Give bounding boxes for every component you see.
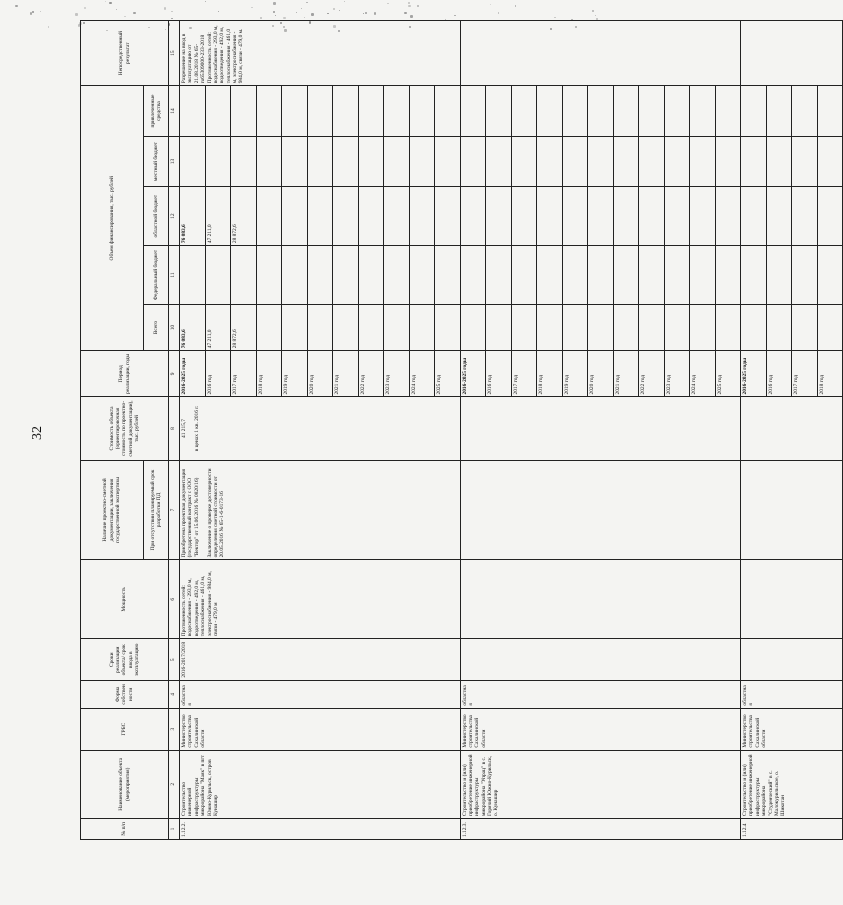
financing-table	[80, 20, 843, 840]
scan-speck	[84, 7, 86, 9]
fin-local	[180, 136, 206, 186]
scan-speck	[171, 18, 172, 19]
fin-attracted	[435, 86, 461, 137]
scan-speck	[124, 16, 126, 18]
fin-local	[282, 136, 308, 186]
fin-attracted	[817, 86, 843, 137]
header-cost: Стоимость объекта (ориентировочная стоимость по проектно-сметной документации), тыс. рублей	[81, 397, 169, 460]
object-cost: 41 215,7 в ценах 1 кв. 2016 г.	[180, 397, 461, 460]
scan-speck	[105, 1, 106, 2]
fin-total	[409, 304, 435, 350]
fin-regional	[690, 187, 716, 246]
column-number: 6	[169, 560, 180, 639]
fin-attracted	[333, 86, 359, 137]
fin-federal	[205, 246, 231, 305]
fin-federal	[715, 246, 741, 305]
row-number: 1.12.3.	[460, 818, 741, 839]
fin-total	[792, 304, 818, 350]
fin-total	[333, 304, 359, 350]
page-number: 32	[30, 426, 45, 440]
header-period: Период реализации, годы	[81, 351, 169, 397]
period-year: 2020 год	[307, 351, 333, 397]
column-number: 5	[169, 639, 180, 681]
fin-federal	[358, 246, 384, 305]
period-year: 2021 год	[613, 351, 639, 397]
scan-speck	[592, 10, 594, 12]
scan-speck	[306, 2, 308, 4]
period-year: 2018 год	[256, 351, 282, 397]
fin-total	[664, 304, 690, 350]
fin-attracted	[205, 86, 231, 137]
fin-federal	[409, 246, 435, 305]
fin-regional	[639, 187, 665, 246]
object-cost	[460, 397, 741, 460]
scan-speck	[311, 13, 314, 16]
fin-total: 76 083,6	[180, 304, 206, 350]
fin-federal	[792, 246, 818, 305]
header-attracted: привлеченные средства	[144, 86, 169, 137]
object-name: Строительство и (или) приобретение инженерной инфраструктуры микрорайона "Упрац" в с. Горячий Южно-Курильск, о. Кунашир	[460, 750, 741, 818]
scan-speck	[15, 5, 17, 7]
scan-speck	[515, 5, 517, 7]
fin-total	[511, 304, 537, 350]
fin-total	[486, 304, 512, 350]
fin-regional	[409, 187, 435, 246]
fin-regional	[715, 187, 741, 246]
period-year: 2016-2025 годы	[180, 351, 206, 397]
fin-local	[562, 136, 588, 186]
capacity	[460, 560, 741, 639]
scan-speck	[116, 9, 117, 10]
column-number: 1	[169, 818, 180, 839]
fin-federal	[588, 246, 614, 305]
header-capacity: Мощность	[81, 560, 169, 639]
implementation-terms	[741, 639, 843, 681]
implementation-terms	[460, 639, 741, 681]
period-year: 2025 год	[435, 351, 461, 397]
fin-regional	[766, 187, 792, 246]
scan-speck	[408, 5, 410, 7]
fin-federal	[562, 246, 588, 305]
design-documentation	[741, 460, 843, 560]
fin-attracted	[766, 86, 792, 137]
fin-regional: 28 872,6	[231, 187, 257, 246]
fin-regional	[613, 187, 639, 246]
column-number: 13	[169, 136, 180, 186]
fin-local	[486, 136, 512, 186]
period-year: 2019 год	[282, 351, 308, 397]
table-row	[741, 21, 767, 840]
period-year: 2018 год	[817, 351, 843, 397]
scan-speck	[301, 8, 303, 10]
period-year: 2019 год	[562, 351, 588, 397]
fin-federal	[435, 246, 461, 305]
fin-attracted	[588, 86, 614, 137]
scan-speck	[133, 12, 135, 14]
period-year: 2024 год	[409, 351, 435, 397]
scan-speck	[304, 17, 305, 18]
fin-attracted	[613, 86, 639, 137]
fin-total	[639, 304, 665, 350]
scan-speck	[275, 15, 276, 16]
header-regional: областной бюджет	[144, 187, 169, 246]
fin-total	[282, 304, 308, 350]
fin-regional	[511, 187, 537, 246]
row-number: 1.12.4	[741, 818, 843, 839]
header-no: № п/п	[81, 818, 169, 839]
period-year: 2024 год	[690, 351, 716, 397]
period-year: 2017 год	[231, 351, 257, 397]
ownership-form: областная	[741, 681, 843, 708]
column-number: 2	[169, 750, 180, 818]
scan-speck	[48, 26, 49, 27]
fin-total	[588, 304, 614, 350]
scan-speck	[273, 11, 275, 13]
period-year: 2017 год	[792, 351, 818, 397]
table-body	[180, 21, 843, 840]
direct-result: Разрешение на ввод в эксплуатацию от 21.08.2018 № 65-ru65309000-233-2018 Протяженность сетей: водоснабжения - 293,0 м, водоотведения - 492,0 м, теплоснабжения - 461,0 м, электроснабжения - 984,0 м, связи - 479,0 м.	[180, 21, 461, 86]
fin-regional	[792, 187, 818, 246]
ownership-form: областная	[180, 681, 461, 708]
fin-total	[613, 304, 639, 350]
period-year: 2022 год	[358, 351, 384, 397]
fin-local	[409, 136, 435, 186]
scan-speck	[171, 11, 173, 13]
scan-speck	[327, 13, 328, 14]
fin-regional: 47 211,0	[205, 187, 231, 246]
scan-speck	[260, 17, 262, 19]
fin-total	[358, 304, 384, 350]
fin-regional	[435, 187, 461, 246]
fin-regional	[537, 187, 563, 246]
design-documentation: Приобретена проектная документация (государственный контракт с ООО "Вектор" от 15.06.2016 № 0820/16) Заключение о проверке достоверности определения сметной стоимости от 20.05.2016 № 65-1-6-0173-16	[180, 460, 461, 560]
column-number: 11	[169, 246, 180, 305]
header-docs-sub: При отсутствии планируемый срок разработки ПД	[144, 460, 169, 560]
scan-speck	[273, 2, 276, 5]
fin-attracted	[358, 86, 384, 137]
fin-federal	[511, 246, 537, 305]
period-year: 2023 год	[384, 351, 410, 397]
column-number: 8	[169, 397, 180, 460]
grbs: Министерство строительства Сахалинской области	[460, 708, 741, 750]
fin-regional	[486, 187, 512, 246]
scan-speck	[490, 4, 491, 5]
period-year: 2020 год	[588, 351, 614, 397]
fin-total	[384, 304, 410, 350]
fin-regional	[282, 187, 308, 246]
capacity: Протяженность сетей: водоснабжения - 293,0 м, водоотведения - 492,0 м, теплоснабжения - 461,0 м, электроснабжения - 984,0 м, связи - 479,0 м	[180, 560, 461, 639]
implementation-terms: 2016-2017/2018	[180, 639, 461, 681]
fin-local	[639, 136, 665, 186]
header-total: Всего	[144, 304, 169, 350]
scan-speck	[595, 15, 596, 16]
capacity	[741, 560, 843, 639]
fin-regional	[741, 187, 767, 246]
scan-speck	[417, 5, 419, 7]
scan-speck	[40, 11, 41, 12]
fin-local	[231, 136, 257, 186]
fin-total: 47 211,0	[205, 304, 231, 350]
fin-total	[741, 304, 767, 350]
scan-speck	[365, 12, 367, 14]
fin-attracted	[664, 86, 690, 137]
period-year: 2021 год	[333, 351, 359, 397]
column-number: 9	[169, 351, 180, 397]
column-number: 15	[169, 21, 180, 86]
fin-attracted	[511, 86, 537, 137]
fin-attracted	[537, 86, 563, 137]
grbs: Министерство строительства Сахалинской области	[741, 708, 843, 750]
row-number: 1.12.2.	[180, 818, 461, 839]
design-documentation	[460, 460, 741, 560]
scan-speck	[387, 3, 389, 5]
fin-total	[766, 304, 792, 350]
fin-federal	[664, 246, 690, 305]
fin-regional: 76 083,6	[180, 187, 206, 246]
scan-speck	[333, 8, 335, 10]
fin-federal	[690, 246, 716, 305]
grbs: Министерство строительства Сахалинской области	[180, 708, 461, 750]
fin-federal	[639, 246, 665, 305]
header-local: местный бюджет	[144, 136, 169, 186]
fin-total	[817, 304, 843, 350]
fin-total	[537, 304, 563, 350]
scan-speck	[498, 12, 499, 13]
table-row	[180, 21, 206, 840]
fin-federal	[307, 246, 333, 305]
period-year: 2016 год	[766, 351, 792, 397]
column-number-row	[169, 21, 180, 840]
ownership-form: областная	[460, 681, 741, 708]
header-financing: Объем финансирования, тыс. рублей	[81, 86, 144, 351]
fin-regional	[307, 187, 333, 246]
scan-speck	[218, 11, 219, 12]
fin-local	[715, 136, 741, 186]
scan-speck	[410, 15, 413, 18]
scan-speck	[339, 10, 340, 11]
fin-total: 28 872,6	[231, 304, 257, 350]
fin-local	[205, 136, 231, 186]
fin-local	[511, 136, 537, 186]
period-year: 2016-2025 годы	[460, 351, 486, 397]
fin-federal	[537, 246, 563, 305]
fin-local	[384, 136, 410, 186]
fin-attracted	[562, 86, 588, 137]
fin-local	[358, 136, 384, 186]
header-form: Форма собственности	[81, 681, 169, 708]
direct-result	[741, 21, 843, 86]
object-name: Строительство инженерной инфраструктуры микрорайона "Маяк" в пгт Южно-Курильск, остров Кунашир	[180, 750, 461, 818]
fin-local	[817, 136, 843, 186]
fin-attracted	[180, 86, 206, 137]
column-number: 3	[169, 708, 180, 750]
fin-attracted	[690, 86, 716, 137]
scan-speck	[205, 1, 206, 2]
header-federal: Федеральный бюджет	[144, 246, 169, 305]
period-year: 2023 год	[664, 351, 690, 397]
fin-federal	[741, 246, 767, 305]
fin-federal	[231, 246, 257, 305]
scan-speck	[164, 7, 166, 9]
fin-regional	[460, 187, 486, 246]
period-year: 2016 год	[486, 351, 512, 397]
scan-speck	[344, 1, 346, 3]
header-grbs: ГРБС	[81, 708, 169, 750]
fin-attracted	[384, 86, 410, 137]
period-year: 2018 год	[537, 351, 563, 397]
fin-federal	[333, 246, 359, 305]
fin-local	[792, 136, 818, 186]
rotated-table-sheet	[80, 20, 825, 840]
fin-attracted	[792, 86, 818, 137]
period-year: 2016 год	[205, 351, 231, 397]
fin-attracted	[639, 86, 665, 137]
scan-speck	[374, 12, 377, 15]
fin-attracted	[715, 86, 741, 137]
fin-local	[766, 136, 792, 186]
fin-local	[690, 136, 716, 186]
scan-speck	[109, 2, 112, 5]
fin-total	[562, 304, 588, 350]
scan-speck	[404, 12, 407, 15]
fin-attracted	[231, 86, 257, 137]
fin-local	[613, 136, 639, 186]
period-year: 2016-2025 годы	[741, 351, 767, 397]
scan-speck	[283, 17, 286, 20]
fin-federal	[180, 246, 206, 305]
fin-federal	[460, 246, 486, 305]
fin-regional	[664, 187, 690, 246]
fin-regional	[588, 187, 614, 246]
period-year: 2025 год	[715, 351, 741, 397]
fin-regional	[562, 187, 588, 246]
fin-federal	[817, 246, 843, 305]
fin-local	[256, 136, 282, 186]
fin-federal	[256, 246, 282, 305]
fin-local	[537, 136, 563, 186]
column-number: 14	[169, 86, 180, 137]
scan-speck	[251, 7, 253, 9]
fin-federal	[766, 246, 792, 305]
fin-regional	[384, 187, 410, 246]
fin-attracted	[409, 86, 435, 137]
scan-speck	[454, 15, 455, 16]
column-number: 7	[169, 460, 180, 560]
period-year: 2017 год	[511, 351, 537, 397]
fin-local	[435, 136, 461, 186]
scan-speck	[296, 12, 297, 13]
fin-attracted	[256, 86, 282, 137]
fin-attracted	[460, 86, 486, 137]
fin-regional	[333, 187, 359, 246]
fin-federal	[486, 246, 512, 305]
fin-local	[588, 136, 614, 186]
column-number: 12	[169, 187, 180, 246]
header-result: Непосредственный результат	[81, 21, 169, 86]
fin-regional	[256, 187, 282, 246]
column-number: 10	[169, 304, 180, 350]
scan-speck	[408, 2, 410, 4]
table-row	[460, 21, 486, 840]
header-docs-group: Наличие проектно-сметной документации, заключения государственной экспертизы	[81, 460, 144, 560]
fin-total	[690, 304, 716, 350]
fin-local	[307, 136, 333, 186]
fin-total	[256, 304, 282, 350]
fin-total	[307, 304, 333, 350]
fin-regional	[358, 187, 384, 246]
object-cost	[741, 397, 843, 460]
scan-speck	[363, 13, 364, 14]
fin-local	[333, 136, 359, 186]
object-name: Строительство и (или) приобретение инженерной инфраструктуры микрорайона "Студенческий" в с. Малокурильское, о. Шикотан	[741, 750, 843, 818]
fin-attracted	[486, 86, 512, 137]
fin-attracted	[741, 86, 767, 137]
fin-regional	[817, 187, 843, 246]
scan-speck	[554, 17, 555, 18]
fin-local	[664, 136, 690, 186]
fin-attracted	[307, 86, 333, 137]
fin-local	[460, 136, 486, 186]
fin-total	[460, 304, 486, 350]
scan-speck	[32, 11, 34, 13]
fin-federal	[384, 246, 410, 305]
fin-federal	[282, 246, 308, 305]
direct-result	[460, 21, 741, 86]
scan-speck	[75, 13, 78, 16]
header-terms: Сроки реализации объекта/ срок ввода в эксплуатацию	[81, 639, 169, 681]
column-number: 4	[169, 681, 180, 708]
period-year: 2022 год	[639, 351, 665, 397]
header-name: Наименование объекта (мероприятия)	[81, 750, 169, 818]
fin-total	[435, 304, 461, 350]
fin-local	[741, 136, 767, 186]
fin-federal	[613, 246, 639, 305]
fin-total	[715, 304, 741, 350]
fin-attracted	[282, 86, 308, 137]
